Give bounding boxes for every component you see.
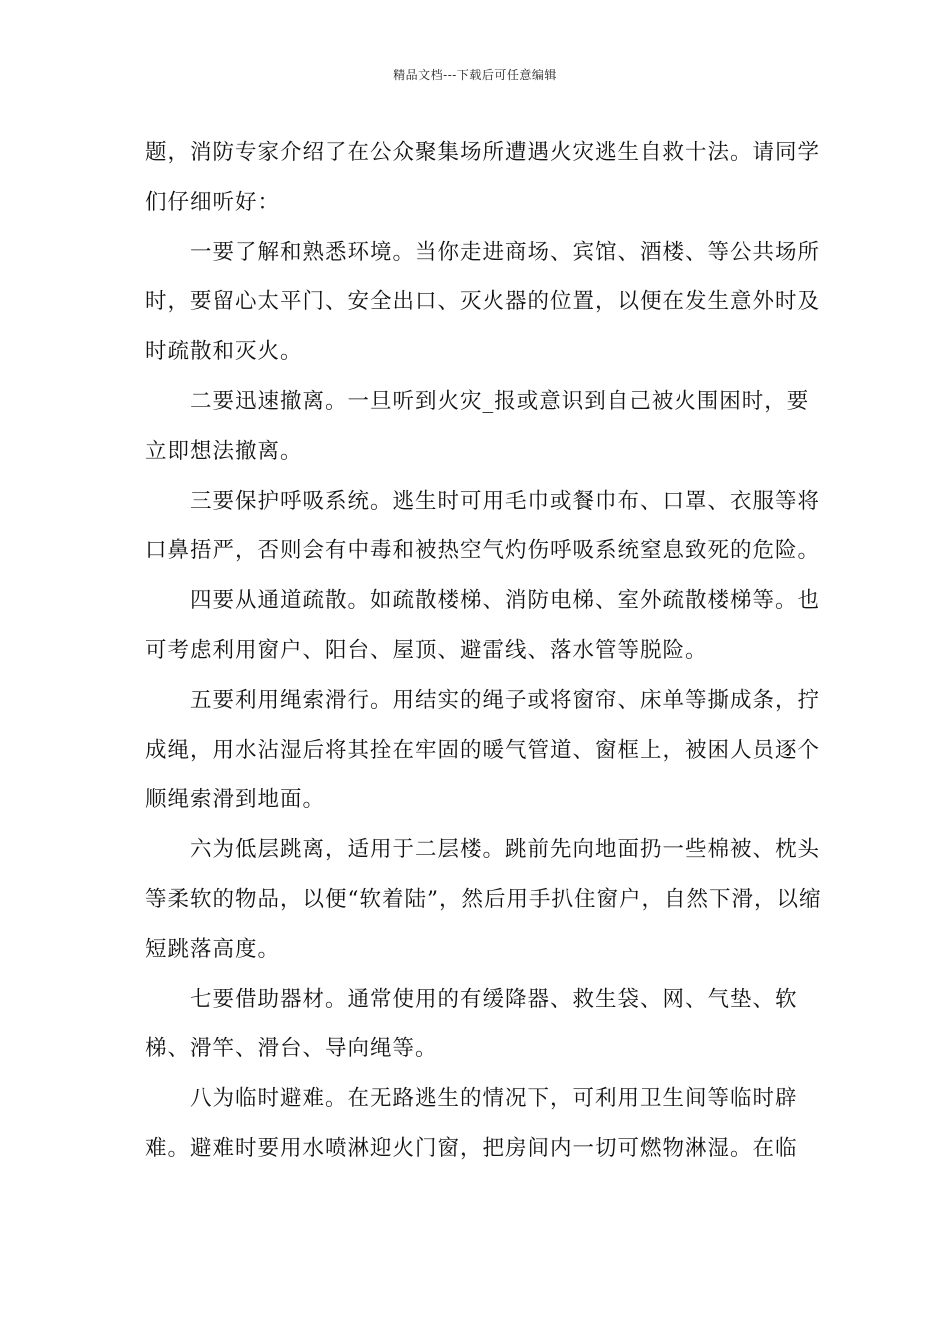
paragraph-6: 六为低层跳离，适用于二层楼。跳前先向地面扔一些棉被、枕头等柔软的物品，以便“软着陆”，然后用手扒住窗户，自然下滑，以缩短跳落高度。	[145, 837, 822, 962]
paragraph-2: 二要迅速撤离。一旦听到火灾_报或意识到自己被火围困时，要立即想法撤离。	[145, 388, 810, 464]
paragraph-3: 三要保护呼吸系统。逃生时可用毛巾或餐巾布、口罩、衣服等将口鼻捂严，否则会有中毒和被热空气灼伤呼吸系统窒息致死的危险。	[145, 488, 821, 564]
document-body	[145, 128, 825, 1174]
paragraph-8: 八为临时避难。在无路逃生的情况下，可利用卫生间等临时辟难。避难时要用水喷淋迎火门窗，把房间内一切可燃物淋湿。在临	[145, 1086, 798, 1161]
paragraph-intro: 题，消防专家介绍了在公众聚集场所遭遇火灾逃生自救十法。请同学们仔细听好：	[145, 140, 821, 215]
paragraph-4: 四要从通道疏散。如疏散楼梯、消防电梯、室外疏散楼梯等。也可考虑利用窗户、阳台、屋顶、避雷线、落水管等脱险。	[145, 588, 821, 663]
paragraph-1: 一要了解和熟悉环境。当你走进商场、宾馆、酒楼、等公共场所时，要留心太平门、安全出口、灭火器的位置，以便在发生意外时及时疏散和灭火。	[145, 239, 821, 365]
paragraph-7: 七要借助器材。通常使用的有缓降器、救生袋、网、气垫、软梯、滑竿、滑台、导向绳等。	[145, 986, 798, 1062]
page-header: 精品文档---下载后可任意编辑	[393, 68, 557, 82]
paragraph-5: 五要利用绳索滑行。用结实的绳子或将窗帘、床单等撕成条，拧成绳，用水沾湿后将其拴在牢固的暖气管道、窗框上，被困人员逐个顺绳索滑到地面。	[145, 687, 821, 813]
